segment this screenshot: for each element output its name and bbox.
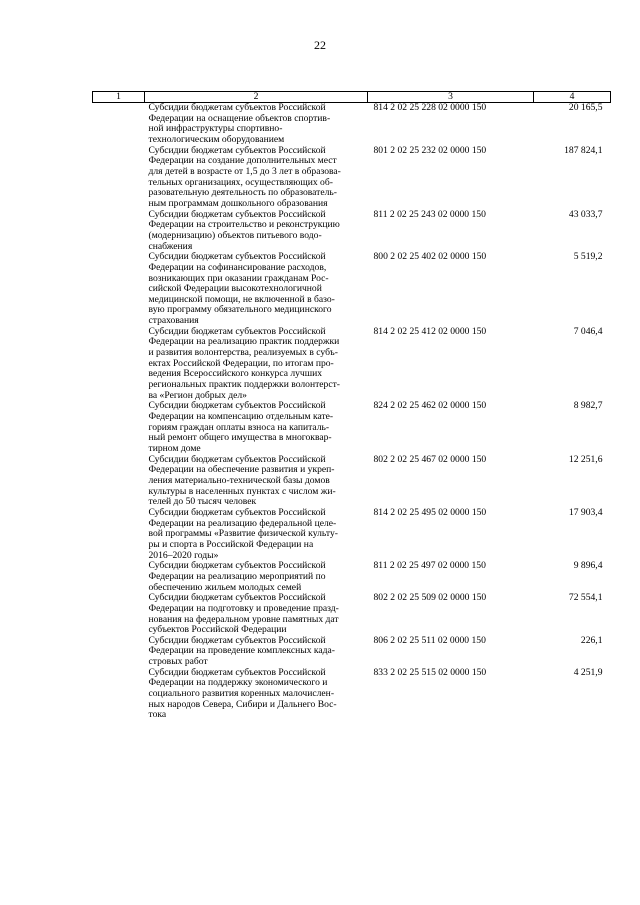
table-body xyxy=(93,103,611,722)
budget-code: 833 2 02 25 515 02 0000 150 xyxy=(373,666,487,678)
budget-code: 814 2 02 25 495 02 0000 150 xyxy=(373,506,487,518)
budget-code: 800 2 02 25 402 02 0000 150 xyxy=(373,251,487,263)
budget-code: 811 2 02 25 497 02 0000 150 xyxy=(373,560,486,572)
row-index-cell xyxy=(93,327,145,402)
amount: 5 519,2 xyxy=(573,251,603,263)
row-index-cell xyxy=(93,593,145,636)
subsidy-name: Субсидии бюджетам субъектов Российской Федерации на строительство и реконструкцию (модернизацию) объектов питьевого водо- снабжения xyxy=(148,208,340,252)
amount: 72 554,1 xyxy=(568,592,603,604)
header-col-4: 4 xyxy=(534,92,611,103)
budget-code: 814 2 02 25 412 02 0000 150 xyxy=(373,325,487,337)
subsidy-name: Субсидии бюджетам субъектов Российской Федерации на оснащение объектов спортив- ной инфраструктуры спортивно- технологическим оборудованием xyxy=(148,102,331,145)
amount: 8 982,7 xyxy=(573,400,603,412)
subsidy-name: Субсидии бюджетам субъектов Российской Федерации на реализацию федеральной целе- вой программы «Развитие физической культу- ры и спорта в Российской Федерации на 2016–2020 годы» xyxy=(148,506,338,561)
amount: 7 046,4 xyxy=(573,325,603,337)
table-row xyxy=(93,146,611,210)
table-row xyxy=(93,455,611,508)
subsidy-name: Субсидии бюджетам субъектов Российской Федерации на компенсацию отдельным кате- гориям граждан оплаты взноса на капиталь- ный ремонт общего имущества в многоквар- тирном доме xyxy=(148,400,334,454)
row-index-cell xyxy=(93,508,145,561)
budget-code: 824 2 02 25 462 02 0000 150 xyxy=(373,400,487,412)
subsidy-name: Субсидии бюджетам субъектов Российской Федерации на софинансирование расходов, возникающих при оказании гражданам Рос- сийской Федерации высокотехнологичной медицинской помощи, не включенной в базо- вую программу обязательного медицинского страхования xyxy=(148,251,335,327)
amount: 20 165,5 xyxy=(568,102,603,113)
amount: 4 251,9 xyxy=(573,666,603,678)
row-index-cell xyxy=(93,636,145,668)
table-row xyxy=(93,593,611,636)
amount: 9 896,4 xyxy=(573,560,603,572)
header-col-2: 2 xyxy=(145,92,368,103)
amount: 187 824,1 xyxy=(564,144,603,156)
page-number: 22 xyxy=(314,38,326,52)
subsidy-name: Субсидии бюджетам субъектов Российской Федерации на поддержку экономического и социального развития коренных малочислен- ных народов Севера, Сибири и Дальнего Вос- тока xyxy=(148,666,337,721)
table-row xyxy=(93,327,611,402)
header-row xyxy=(93,92,611,103)
amount: 17 903,4 xyxy=(568,506,603,518)
budget-code: 806 2 02 25 511 02 0000 150 xyxy=(373,634,486,646)
table-row xyxy=(93,103,611,146)
subsidy-name: Субсидии бюджетам субъектов Российской Федерации на проведение комплексных када- стровых работ xyxy=(148,634,335,668)
row-index-cell xyxy=(93,252,145,327)
table-row xyxy=(93,561,611,593)
amount: 12 251,6 xyxy=(568,453,603,465)
subsidy-name: Субсидии бюджетам субъектов Российской Федерации на обеспечение развития и укреп- ления материально-технической базы домов культуры в населенных пунктах с числом жи- телей до 50 тысяч человек xyxy=(148,453,336,508)
subsidy-name: Субсидии бюджетам субъектов Российской Федерации на реализацию практик поддержки и развития волонтерства, реализуемых в субъ- ектах Российской Федерации, по итогам про- ведения Всероссийского конкурса лучших региональных практик поддержки волонтерст- ва «Регион добрых дел» xyxy=(148,325,340,401)
header-col-1: 1 xyxy=(93,92,145,103)
amount: 226,1 xyxy=(580,634,603,646)
subsidy-name: Субсидии бюджетам субъектов Российской Федерации на реализацию мероприятий по обеспечению жильем молодых семей xyxy=(148,560,326,593)
row-index-cell xyxy=(93,561,145,593)
header-col-3: 3 xyxy=(368,92,534,103)
budget-code: 814 2 02 25 228 02 0000 150 xyxy=(373,102,487,113)
row-index-cell xyxy=(93,210,145,253)
subsidy-name: Субсидии бюджетам субъектов Российской Федерации на подготовку и проведение празд- нования на федеральном уровне памятных дат субъектов Российской Федерации xyxy=(148,592,339,636)
table-row xyxy=(93,636,611,668)
table-row xyxy=(93,668,611,721)
budget-code: 801 2 02 25 232 02 0000 150 xyxy=(373,144,487,156)
table-row xyxy=(93,401,611,454)
row-index-cell xyxy=(93,103,145,146)
row-index-cell xyxy=(93,455,145,508)
table-row xyxy=(93,210,611,253)
amount: 43 033,7 xyxy=(568,208,603,220)
row-index-cell xyxy=(93,401,145,454)
subsidy-name: Субсидии бюджетам субъектов Российской Федерации на создание дополнительных мест для детей в возрасте от 1,5 до 3 лет в образова- тельных организациях, осуществляющих об- разовательную деятельность по образователь- ным программам дошкольного образования xyxy=(148,144,341,209)
table-header xyxy=(93,92,611,103)
row-index-cell xyxy=(93,146,145,210)
budget-code: 802 2 02 25 509 02 0000 150 xyxy=(373,592,487,604)
budget-code: 802 2 02 25 467 02 0000 150 xyxy=(373,453,487,465)
table-row xyxy=(93,252,611,327)
row-index-cell xyxy=(93,668,145,721)
budget-table xyxy=(92,91,611,721)
budget-code: 811 2 02 25 243 02 0000 150 xyxy=(373,208,486,220)
table-row xyxy=(93,508,611,561)
